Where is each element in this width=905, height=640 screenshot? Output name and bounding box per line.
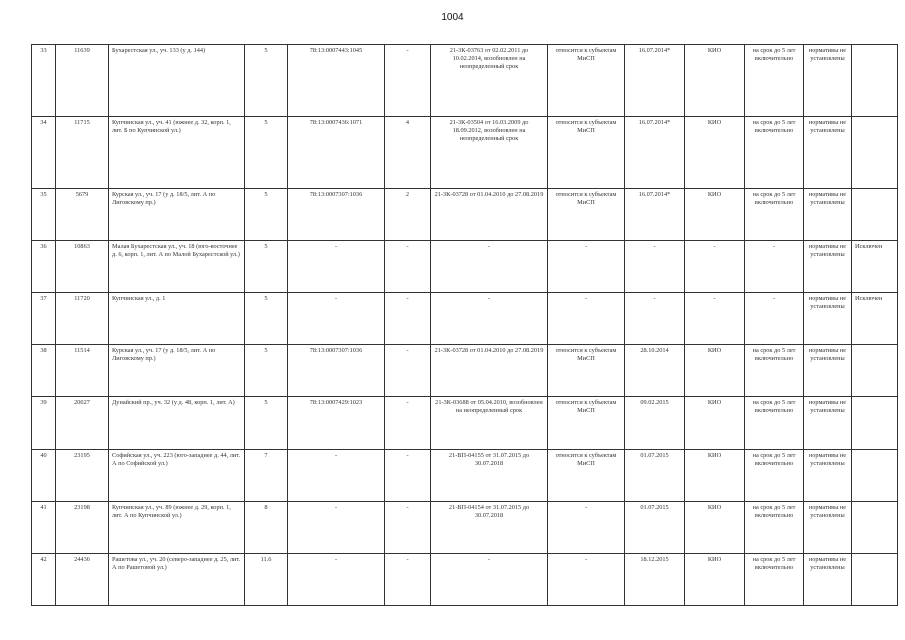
cell-note [852,345,898,397]
cell-row-number: 35 [32,188,56,240]
cell-agreement: 21-3К-03504 от 16.03.2009 до 18.09.2012, возобновлен на неопределенный срок [431,116,548,188]
cell-count: - [385,45,431,117]
cell-inclusion-date: 16.07.2014* [625,116,685,188]
cell-authority: КИО [685,501,745,553]
cell-smb-status: относится к субъектам МиСП [548,45,625,117]
cell-agreement: 21-3К-03728 от 01.04.2010 до 27.08.2019 [431,188,548,240]
cell-count: - [385,501,431,553]
table-row [32,449,898,501]
cell-cadastral-number: 78:13:0007436:1071 [288,116,385,188]
cell-row-number: 39 [32,397,56,449]
cell-inclusion-date: 18.12.2015 [625,553,685,605]
table-row [32,501,898,553]
cell-count: - [385,449,431,501]
cell-address: Рашетова ул., уч. 20 (северо-западнее д. 25, лит. А по Рашетовой ул.) [109,553,245,605]
cell-area: 5 [245,397,288,449]
cell-authority: КИО [685,45,745,117]
cell-agreement: 21-ВП-04155 от 31.07.2015 до 30.07.2018 [431,449,548,501]
table-row [32,45,898,117]
table-row [32,241,898,293]
cell-agreement: 21-3К-03763 от 02.02.2011 до 10.02.2014, возобновлен на неопределенный срок [431,45,548,117]
cell-cadastral-number: 78:13:0007443:1045 [288,45,385,117]
cell-count: - [385,397,431,449]
cell-area: 5 [245,241,288,293]
cell-smb-status: - [548,241,625,293]
cell-note [852,449,898,501]
cell-cadastral-number: 78:13:0007307:1036 [288,188,385,240]
cell-row-number: 36 [32,241,56,293]
page-number: 1004 [441,12,464,23]
cell-count: - [385,241,431,293]
cell-area: 5 [245,188,288,240]
cell-term: на срок до 5 лет включительно [745,553,804,605]
cell-standards: нормативы не установлены [804,45,852,117]
cell-authority: КИО [685,345,745,397]
cell-smb-status: относится к субъектам МиСП [548,449,625,501]
cell-agreement: - [431,293,548,345]
table-row [32,188,898,240]
cell-inclusion-date: - [625,241,685,293]
cell-agreement: 21-3К-03728 от 01.04.2010 до 27.08.2019 [431,345,548,397]
table-row [32,116,898,188]
registry-table [31,44,898,606]
cell-address: Малая Бухарестская ул., уч. 18 (юго-восточнее д. 6, корп. 1, лит. А по Малой Бухарестской ул.) [109,241,245,293]
cell-row-number: 33 [32,45,56,117]
cell-term: на срок до 5 лет включительно [745,188,804,240]
cell-row-number: 37 [32,293,56,345]
cell-cadastral-number: 78:13:0007429:1023 [288,397,385,449]
cell-inclusion-date: 09.02.2015 [625,397,685,449]
cell-area: 11.6 [245,553,288,605]
cell-term: на срок до 5 лет включительно [745,397,804,449]
cell-note [852,501,898,553]
cell-term: на срок до 5 лет включительно [745,345,804,397]
table-row [32,345,898,397]
table-row [32,293,898,345]
cell-authority: КИО [685,116,745,188]
cell-note [852,45,898,117]
cell-authority: КИО [685,397,745,449]
cell-area: 8 [245,501,288,553]
cell-object-id: 20027 [56,397,109,449]
cell-count: - [385,293,431,345]
cell-note [852,553,898,605]
cell-inclusion-date: 01.07.2015 [625,449,685,501]
cell-area: 5 [245,293,288,345]
cell-row-number: 40 [32,449,56,501]
cell-smb-status: относится к субъектам МиСП [548,345,625,397]
table-body [32,45,898,606]
cell-inclusion-date: 28.10.2014 [625,345,685,397]
cell-agreement: - [431,241,548,293]
cell-area: 7 [245,449,288,501]
cell-cadastral-number: - [288,449,385,501]
cell-area: 5 [245,116,288,188]
cell-inclusion-date: 16.07.2014* [625,45,685,117]
cell-cadastral-number: - [288,293,385,345]
cell-address: Дунайский пр., уч. 32 (у д. 48, корп. 1, лит. А) [109,397,245,449]
cell-authority: КИО [685,449,745,501]
cell-standards: нормативы не установлены [804,397,852,449]
cell-note [852,116,898,188]
cell-standards: нормативы не установлены [804,345,852,397]
cell-inclusion-date: 16.07.2014* [625,188,685,240]
cell-row-number: 38 [32,345,56,397]
cell-authority: КИО [685,553,745,605]
cell-count: 2 [385,188,431,240]
table-row [32,397,898,449]
cell-cadastral-number: 78:13:0007307:1036 [288,345,385,397]
cell-term: - [745,293,804,345]
cell-standards: нормативы не установлены [804,553,852,605]
cell-term: на срок до 5 лет включительно [745,45,804,117]
cell-smb-status: - [548,501,625,553]
cell-smb-status: относится к субъектам МиСП [548,397,625,449]
cell-note [852,188,898,240]
cell-authority: КИО [685,188,745,240]
cell-standards: нормативы не установлены [804,188,852,240]
cell-row-number: 41 [32,501,56,553]
cell-term: на срок до 5 лет включительно [745,449,804,501]
cell-object-id: 10863 [56,241,109,293]
cell-agreement: 21-ВП-04154 от 31.07.2015 до 30.07.2018 [431,501,548,553]
cell-standards: нормативы не установлены [804,116,852,188]
cell-address: Курская ул., уч. 17 (у д. 18/5, лит. А по Лиговскому пр.) [109,345,245,397]
cell-address: Софийская ул., уч. 223 (юго-западнее д. 44, лит. А по Софийской ул.) [109,449,245,501]
cell-area: 5 [245,45,288,117]
cell-object-id: 23198 [56,501,109,553]
cell-address: Купчинская ул., д. 1 [109,293,245,345]
cell-term: на срок до 5 лет включительно [745,116,804,188]
cell-address: Купчинская ул., уч. 89 (южнее д. 29, корп. 1, лит. А по Купчинской ул.) [109,501,245,553]
cell-row-number: 34 [32,116,56,188]
table-row [32,553,898,605]
cell-address: Купчинская ул., уч. 41 (южнее д. 32, корп. 1, лит. Б по Купчинской ул.) [109,116,245,188]
cell-standards: нормативы не установлены [804,449,852,501]
cell-object-id: 11514 [56,345,109,397]
cell-note: Исключен [852,241,898,293]
cell-cadastral-number: - [288,553,385,605]
cell-object-id: 11720 [56,293,109,345]
cell-agreement: - [431,553,548,605]
cell-smb-status: - [548,293,625,345]
cell-address: Бухарестская ул., уч. 133 (у д. 144) [109,45,245,117]
cell-authority: - [685,293,745,345]
cell-standards: нормативы не установлены [804,241,852,293]
cell-row-number: 42 [32,553,56,605]
cell-object-id: 11639 [56,45,109,117]
cell-object-id: 24436 [56,553,109,605]
cell-note [852,397,898,449]
cell-standards: нормативы не установлены [804,293,852,345]
cell-object-id: 11715 [56,116,109,188]
cell-inclusion-date: 01.07.2015 [625,501,685,553]
cell-authority: - [685,241,745,293]
cell-agreement: 21-3К-03688 от 05.04.2010, возобновлен на неопределенный срок [431,397,548,449]
cell-cadastral-number: - [288,501,385,553]
cell-standards: нормативы не установлены [804,501,852,553]
cell-note: Исключен [852,293,898,345]
cell-inclusion-date: - [625,293,685,345]
cell-term: - [745,241,804,293]
cell-object-id: 5679 [56,188,109,240]
cell-smb-status: - [548,553,625,605]
cell-count: - [385,553,431,605]
cell-object-id: 23195 [56,449,109,501]
cell-count: - [385,345,431,397]
cell-address: Курская ул., уч. 17 (у д. 18/5, лит. А по Лиговскому пр.) [109,188,245,240]
cell-area: 5 [245,345,288,397]
cell-cadastral-number: - [288,241,385,293]
cell-count: 4 [385,116,431,188]
cell-term: на срок до 5 лет включительно [745,501,804,553]
cell-smb-status: относится к субъектам МиСП [548,188,625,240]
cell-smb-status: относится к субъектам МиСП [548,116,625,188]
